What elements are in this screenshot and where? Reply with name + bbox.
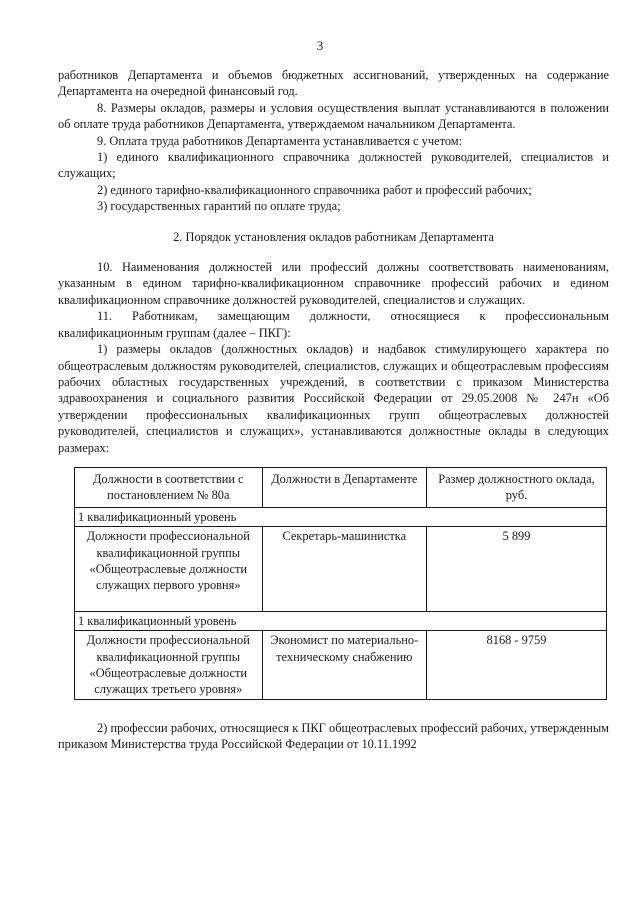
position-cell: Секретарь-машинистка bbox=[262, 527, 426, 612]
table-row bbox=[75, 631, 607, 700]
qualification-level: 1 квалификационный уровень bbox=[75, 507, 607, 526]
salary-cell: 8168 - 9759 bbox=[427, 631, 607, 700]
paragraph-subitem-2: 2) единого тарифно-квалификационного справочника работ и профессий рабочих; bbox=[97, 182, 532, 197]
document-body bbox=[58, 67, 609, 753]
table-level-row bbox=[75, 611, 607, 630]
qualification-level: 1 квалификационный уровень bbox=[75, 611, 607, 630]
section-heading: 2. Порядок установления окладов работникам Департамента bbox=[173, 229, 494, 244]
paragraph-item-11-1: 1) размеры окладов (должностных окладов) и надбавок стимулирующего характера по общеотраслевым должностям руководителей, специалистов, служащих и общеотраслевым профессиям рабочих областных государственных учреждений, в соответствии с приказом Министерства здравоохранения и социального развития Российской Федерации от 29.05.2008 № 247н «Об утверждении профессиональных квалификационных групп общеотраслевых должностей руководителей, специалистов и служащих», устанавливаются должностные оклады в следующих размерах: bbox=[58, 342, 609, 455]
paragraph-item-9: 9. Оплата труда работников Департамента устанавливается с учетом: bbox=[97, 133, 463, 148]
paragraph-item-8: 8. Размеры окладов, размеры и условия осуществления выплат устанавливаются в положении об оплате труда работников Департамента, утверждаемом начальником Департамента. bbox=[58, 100, 609, 132]
paragraph-item-11: 11. Работникам, замещающим должности, относящиеся к профессиональным квалификационным группам (далее – ПКГ): bbox=[58, 309, 609, 340]
salary-table bbox=[74, 467, 607, 700]
paragraph-subitem-2-workers: 2) профессии рабочих, относящиеся к ПКГ общеотраслевых профессий рабочих, утвержденным приказом Министерства труда Российской Федерации от 10.11.1992 bbox=[58, 720, 609, 752]
page-number: 3 bbox=[316, 38, 324, 53]
paragraph-continuation: работников Департамента и объемов бюджетных ассигнований, утвержденных на содержание Департамента на очередной финансовый год. bbox=[58, 68, 609, 99]
table-header-row bbox=[75, 467, 607, 507]
position-cell: Экономист по материально-техническому снабжению bbox=[262, 631, 426, 700]
table-level-row bbox=[75, 507, 607, 526]
pkg-cell: Должности профессиональной квалификационной группы «Общеотраслевые должности служащих третьего уровня» bbox=[75, 631, 263, 700]
paragraph-subitem-3: 3) государственных гарантий по оплате труда; bbox=[97, 199, 341, 214]
salary-cell: 5 899 bbox=[427, 527, 607, 612]
pkg-cell: Должности профессиональной квалификационной группы «Общеотраслевые должности служащих первого уровня» bbox=[75, 527, 263, 612]
table-header-cell: Должности в соответствии с постановлением № 80а bbox=[75, 467, 263, 507]
table-header-cell: Должности в Департаменте bbox=[262, 467, 426, 507]
paragraph-subitem-1: 1) единого квалификационного справочника должностей руководителей, специалистов и служащих; bbox=[58, 150, 609, 181]
paragraph-item-10: 10. Наименования должностей или профессий должны соответствовать наименованиям, указанным в едином тарифно-квалификационном справочнике профессий рабочих и едином квалификационном справочнике должностей руководителей, специалистов и служащих. bbox=[58, 260, 609, 307]
table-header-cell: Размер должностного оклада, руб. bbox=[427, 467, 607, 507]
table-row bbox=[75, 527, 607, 612]
